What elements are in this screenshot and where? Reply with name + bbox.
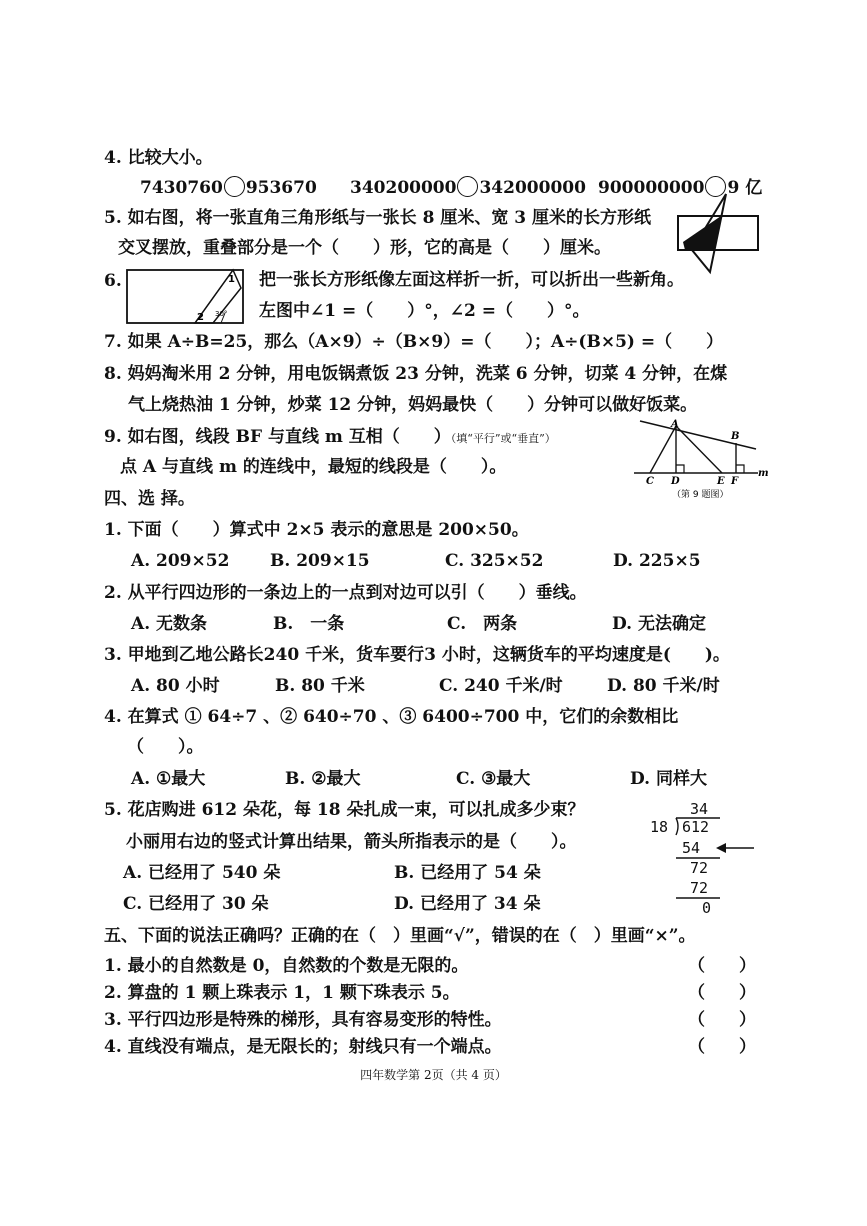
q4-c1: 900000000	[598, 178, 705, 198]
choice2-b: B. 一条	[273, 614, 345, 634]
q5-figure	[674, 192, 764, 274]
judge3-paren: （ ）	[688, 1010, 756, 1030]
angle-1-label: 1	[228, 274, 235, 285]
q6-line1: 把一张长方形纸像左面这样折一折，可以折出一些新角。	[259, 270, 684, 290]
judge2-paren: （ ）	[688, 983, 756, 1003]
q4-compare-a	[140, 176, 317, 199]
judge3-text: 3. 平行四边形是特殊的梯形，具有容易变形的特性。	[104, 1010, 502, 1030]
q8-line2: 气上烧热油 1 分钟，炒菜 12 分钟，妈妈最快（ ）分钟可以做好饭菜。	[128, 395, 698, 415]
q6-line2: 左图中∠1 =（ ）°，∠2 =（ ）°。	[259, 301, 590, 321]
compare-circle-a	[224, 176, 245, 197]
q6-figure	[125, 268, 247, 326]
division-row-54: 54	[682, 839, 701, 857]
q4-c2: 9 亿	[727, 178, 763, 198]
division-remainder: 0	[702, 899, 712, 917]
section-5-title: 五、下面的说法正确吗？正确的在（ ）里画“√”，错误的在（ ）里画“×”。	[104, 926, 696, 946]
choice3-stem: 3. 甲地到乙地公路长240 千米，货车要行3 小时，这辆货车的平均速度是( )。	[104, 645, 730, 665]
q9-note: （填“平行”或“垂直”）	[450, 432, 556, 445]
q6-number: 6.	[104, 271, 122, 291]
choice4-stem: 4. 在算式 ① 64÷7 、② 640÷70 、③ 6400÷700 中，它们的余数相比	[104, 707, 679, 727]
choice5-stem2: 小丽用右边的竖式计算出结果，箭头所指表示的是（ ）。	[126, 832, 577, 852]
point-d-label: D	[671, 476, 680, 487]
choice2-a: A. 无数条	[131, 614, 208, 634]
choice4-c: C. ③最大	[456, 769, 531, 789]
q7-line: 7. 如果 A÷B=25，那么（A×9）÷（B×9）=（ ）；A÷(B×5) =（ ）	[104, 332, 724, 352]
choice1-stem: 1. 下面（ ）算式中 2×5 表示的意思是 200×50。	[104, 520, 529, 540]
choice3-b: B. 80 千米	[275, 676, 365, 696]
choice2-d: D. 无法确定	[612, 614, 706, 634]
choice2-c: C. 两条	[447, 614, 518, 634]
division-dividend: 612	[682, 818, 710, 836]
judge1-paren: （ ）	[688, 956, 756, 976]
judge4-text: 4. 直线没有端点，是无限长的；射线只有一个端点。	[104, 1037, 502, 1057]
division-divisor: 18	[650, 818, 669, 836]
q4-b1: 340200000	[350, 178, 457, 198]
q9-line2: 点 A 与直线 m 的连线中，最短的线段是（ ）。	[120, 457, 507, 477]
q4-b2: 342000000	[479, 178, 586, 198]
division-row-72b: 72	[690, 879, 709, 897]
point-f-label: F	[731, 476, 739, 487]
q8-line1: 8. 妈妈淘米用 2 分钟，用电饭锅煮饭 23 分钟，洗菜 6 分钟，切菜 4 分钟，在煤	[104, 364, 728, 384]
choice3-d: D. 80 千米/时	[607, 676, 720, 696]
choice5-d: D. 已经用了 34 朵	[394, 894, 541, 914]
choice3-c: C. 240 千米/时	[439, 676, 563, 696]
line-m-label: m	[758, 468, 769, 479]
q5-line2: 交叉摆放，重叠部分是一个（ ）形，它的高是（ ）厘米。	[118, 238, 611, 258]
q9-figure	[630, 418, 769, 504]
point-b-label: B	[731, 431, 740, 442]
division-quotient: 34	[690, 800, 709, 818]
q4-title: 4. 比较大小。	[104, 148, 213, 168]
choice4-stem2: （ ）。	[127, 737, 204, 757]
point-e-label: E	[717, 476, 725, 487]
section-4-title: 四、选 择。	[104, 489, 195, 509]
choice5-c: C. 已经用了 30 朵	[123, 894, 269, 914]
angle-2-label: 2	[197, 312, 204, 323]
choice1-b: B. 209×15	[270, 551, 370, 571]
long-division-figure	[646, 798, 756, 918]
choice2-stem: 2. 从平行四边形的一条边上的一点到对边可以引（ ）垂线。	[104, 583, 587, 603]
q9-text: 9. 如右图，线段 BF 与直线 m 互相（ ）	[104, 427, 451, 447]
judge2-text: 2. 算盘的 1 颗上珠表示 1，1 颗下珠表示 5。	[104, 983, 460, 1003]
compare-circle-b	[457, 176, 478, 197]
choice5-b: B. 已经用了 54 朵	[394, 863, 541, 883]
point-a-label: A	[671, 419, 679, 430]
choice4-d: D. 同样大	[630, 769, 707, 789]
judge1-text: 1. 最小的自然数是 0，自然数的个数是无限的。	[104, 956, 469, 976]
choice1-a: A. 209×52	[131, 551, 230, 571]
choice4-b: B. ②最大	[285, 769, 361, 789]
choice5-stem: 5. 花店购进 612 朵花，每 18 朵扎成一束，可以扎成多少束？	[104, 800, 585, 820]
q9-figure-caption: （第 9 题图）	[672, 490, 729, 500]
choice4-a: A. ①最大	[131, 769, 206, 789]
arrow-left-icon	[716, 843, 726, 853]
choice1-d: D. 225×5	[613, 551, 701, 571]
q4-a2: 953670	[245, 178, 317, 198]
q4-a1: 7430760	[140, 178, 223, 198]
q9-line1	[104, 426, 556, 450]
page-footer: 四年数学第 2页（共 4 页）	[360, 1068, 507, 1082]
choice3-a: A. 80 小时	[131, 676, 220, 696]
division-row-72a: 72	[690, 859, 709, 877]
point-c-label: C	[646, 476, 654, 487]
judge4-paren: （ ）	[688, 1037, 756, 1057]
q5-line1: 5. 如右图，将一张直角三角形纸与一张长 8 厘米、宽 3 厘米的长方形纸	[104, 208, 651, 228]
choice5-a: A. 已经用了 540 朵	[123, 863, 281, 883]
q4-compare-b	[350, 176, 586, 199]
angle-30-label: 30°	[215, 310, 228, 318]
choice1-c: C. 325×52	[445, 551, 544, 571]
